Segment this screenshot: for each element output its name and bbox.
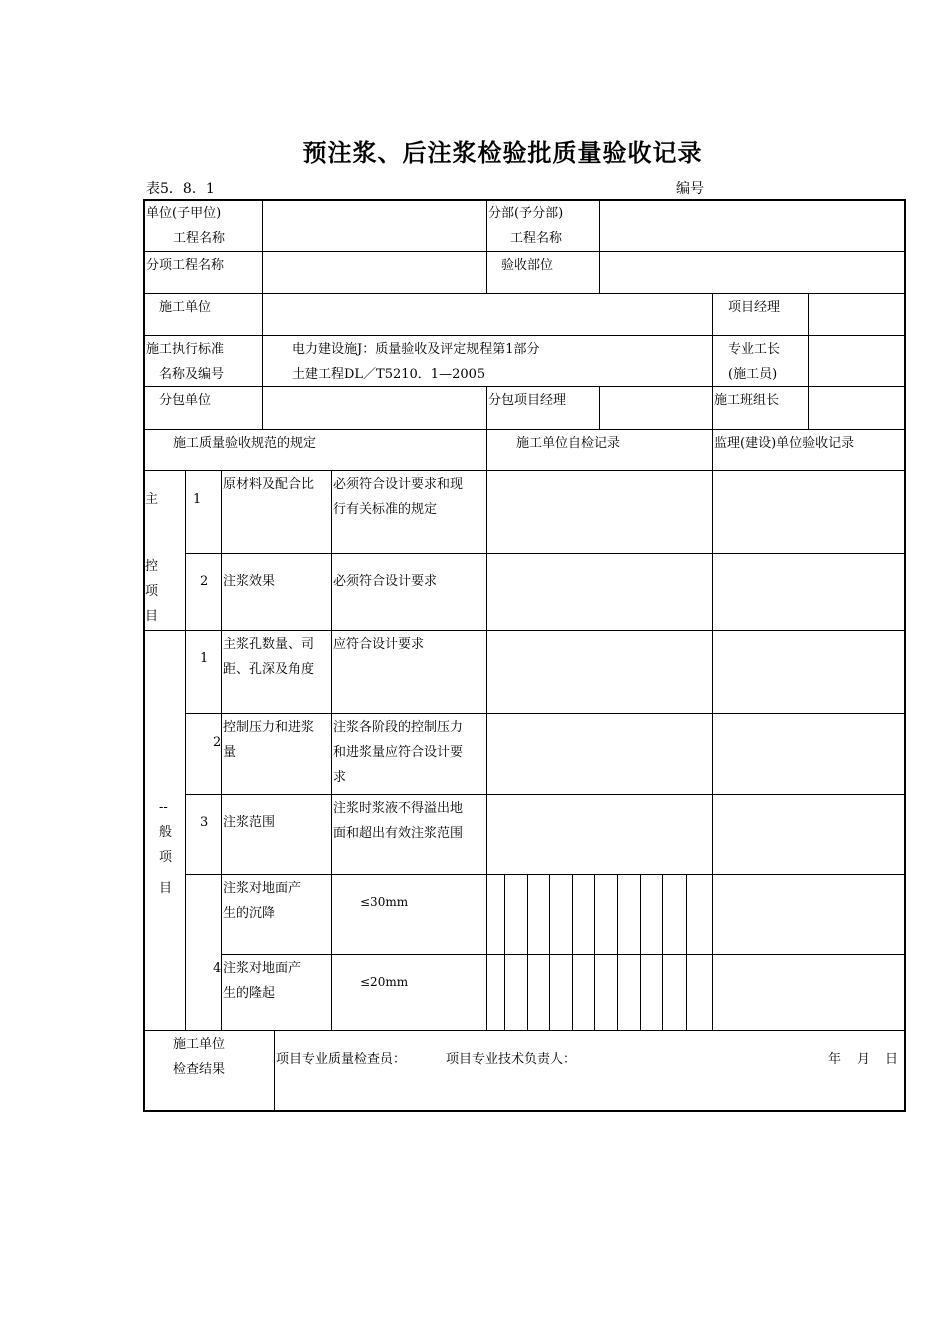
- item-requirement: ≤20mm: [360, 975, 409, 989]
- item-requirement: 面和超出有效注浆范围: [333, 826, 464, 841]
- item-requirement: 必须符合设计要求和现: [333, 477, 464, 492]
- form-number: 表5．8．1: [146, 181, 215, 197]
- team-leader-label: 施工班组长: [714, 393, 780, 408]
- row-divider: [143, 630, 906, 631]
- item-requirement: ≤30mm: [360, 895, 409, 909]
- row-divider: [143, 1030, 906, 1031]
- foreman-label: 专业工长: [728, 342, 781, 357]
- col-divider: [185, 470, 186, 1031]
- supervision-column-header: 监理(建设)单位验收记录: [714, 436, 855, 451]
- row-divider: [143, 386, 906, 387]
- month-label: 月: [857, 1052, 871, 1067]
- row-divider: [143, 335, 906, 336]
- standard-value: 电力建设施J：质量验收及评定规程第1部分: [292, 342, 540, 357]
- tech-lead-label: 项目专业技术负责人：: [446, 1052, 577, 1067]
- sub-manager-label: 分包项目经理: [488, 393, 567, 408]
- project-manager-label: 项目经理: [728, 300, 781, 315]
- main-control-label: 主: [145, 492, 159, 507]
- item-number: 2: [200, 574, 209, 589]
- item-name: 生的隆起: [223, 986, 276, 1001]
- item-name: 控制压力和进浆: [223, 720, 315, 735]
- item-name: 主浆孔数量、司: [223, 637, 315, 652]
- measure-grid-line: [572, 874, 573, 1031]
- item-number: 2: [213, 735, 222, 750]
- spec-column-header: 施工质量验收规范的规定: [173, 436, 317, 451]
- col-divider: [486, 199, 487, 294]
- result-label-2: 检查结果: [173, 1062, 226, 1077]
- measure-grid-line: [617, 874, 618, 1031]
- measure-grid-line: [686, 874, 687, 1031]
- measure-grid-line: [527, 874, 528, 1031]
- item-requirement: 注浆时浆液不得溢出地: [333, 801, 464, 816]
- serial-label: 编号: [676, 181, 704, 197]
- item-project-label: 分项工程名称: [146, 258, 225, 273]
- row-divider: [185, 874, 906, 875]
- general-label: 目: [159, 881, 173, 896]
- col-divider: [486, 470, 487, 1031]
- item-requirement: 注浆各阶段的控制压力: [333, 720, 464, 735]
- col-divider: [712, 470, 713, 1031]
- row-divider: [143, 251, 906, 252]
- item-name: 量: [223, 745, 237, 760]
- item-name: 距、孔深及角度: [223, 662, 315, 677]
- sub-project-label: 分部(予分部): [488, 206, 564, 221]
- col-divider: [486, 429, 487, 471]
- construction-unit-label: 施工单位: [159, 300, 212, 315]
- item-number: 1: [200, 651, 209, 666]
- unit-project-label: 单位(子甲位): [146, 206, 222, 221]
- item-number: 3: [200, 815, 209, 830]
- unit-project-label-2: 工程名称: [173, 231, 226, 246]
- row-divider: [185, 713, 906, 714]
- measure-grid-line: [662, 874, 663, 1031]
- col-divider: [712, 293, 713, 430]
- col-divider: [331, 470, 332, 1031]
- item-name: 生的沉降: [223, 906, 276, 921]
- acceptance-part-label: 验收部位: [501, 258, 554, 273]
- general-label: --: [159, 800, 168, 815]
- item-requirement: 行有关标准的规定: [333, 502, 438, 517]
- quality-inspector-label: 项目专业质量检查员：: [276, 1052, 407, 1067]
- sub-project-label-2: 工程名称: [510, 231, 563, 246]
- row-divider: [143, 470, 906, 471]
- day-label: 日: [885, 1052, 899, 1067]
- measure-grid-line: [640, 874, 641, 1031]
- col-divider: [262, 199, 263, 430]
- measure-grid-line: [549, 874, 550, 1031]
- col-divider: [808, 293, 809, 430]
- col-divider: [486, 386, 487, 430]
- general-label: 般: [159, 825, 173, 840]
- col-divider: [599, 386, 600, 430]
- page-title: 预注浆、后注浆检验批质量验收记录: [302, 139, 703, 167]
- main-control-label: 控: [145, 559, 159, 574]
- item-requirement: 必须符合设计要求: [333, 574, 438, 589]
- item-name: 注浆效果: [223, 574, 276, 589]
- col-divider: [599, 199, 600, 294]
- row-divider: [143, 293, 906, 294]
- foreman-label-2: (施工员): [728, 367, 778, 382]
- row-divider: [221, 954, 906, 955]
- general-label: 项: [159, 850, 173, 865]
- standard-value-2: 土建工程DL／T5210．1—2005: [292, 367, 486, 382]
- row-divider: [143, 429, 906, 430]
- col-divider: [712, 429, 713, 471]
- item-name: 原材料及配合比: [223, 477, 315, 492]
- col-divider: [274, 1030, 275, 1112]
- item-requirement: 求: [333, 770, 347, 785]
- main-control-label: 项: [145, 584, 159, 599]
- subcontractor-label: 分包单位: [159, 393, 212, 408]
- item-name: 注浆对地面产: [223, 961, 302, 976]
- standard-label-2: 名称及编号: [159, 367, 225, 382]
- row-divider: [185, 794, 906, 795]
- measure-grid-line: [594, 874, 595, 1031]
- self-check-column-header: 施工单位自检记录: [516, 436, 621, 451]
- standard-label: 施工执行标准: [146, 342, 225, 357]
- main-control-label: 目: [145, 609, 159, 624]
- item-requirement: 应符合设计要求: [333, 637, 425, 652]
- item-requirement: 和进浆量应符合设计要: [333, 745, 464, 760]
- row-divider: [185, 553, 906, 554]
- result-label: 施工单位: [173, 1037, 226, 1052]
- table-border-bottom: [143, 1110, 906, 1112]
- year-label: 年: [828, 1052, 842, 1067]
- item-name: 注浆范围: [223, 815, 276, 830]
- measure-grid-line: [504, 874, 505, 1031]
- item-name: 注浆对地面产: [223, 881, 302, 896]
- item-number: 4: [213, 961, 222, 976]
- item-number: 1: [193, 492, 202, 507]
